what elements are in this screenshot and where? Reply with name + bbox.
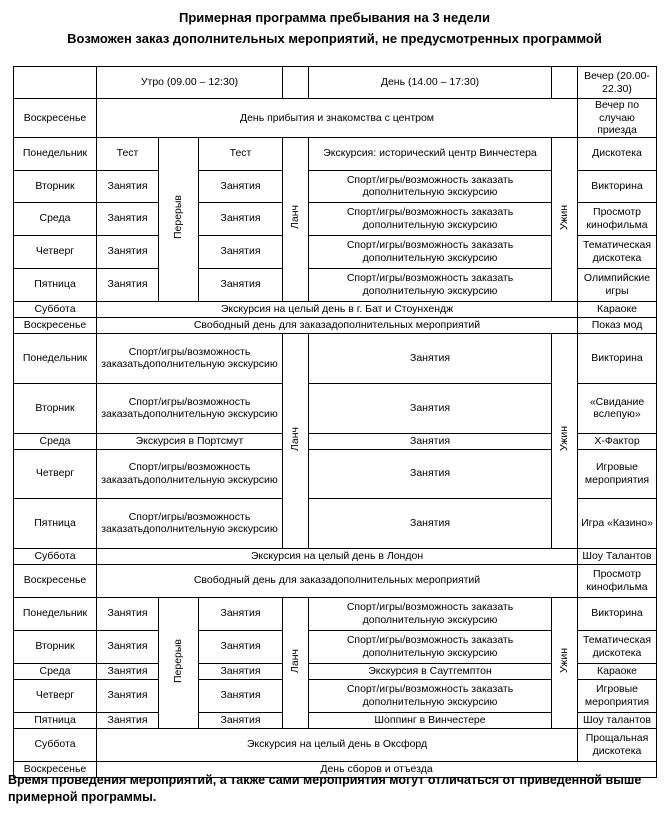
evening-activity: Х-Фактор [578,433,657,449]
morning-activity: Тест [97,137,159,170]
table-row [14,333,657,383]
morning-activity: Занятия [97,202,159,235]
morning-activity: Занятия [97,663,159,679]
morning-activity: Занятия [97,235,159,268]
page-title: Примерная программа пребывания на 3 недели [179,10,490,25]
morning-activity: Спорт/игры/возможность заказатьдополнительную экскурсию [97,498,283,548]
evening-activity: Караоке [578,301,657,317]
day-activity: Экскурсия на целый день в г. Бат и Стоунхендж [97,301,578,317]
table-row [14,137,657,170]
day-activity: День сборов и отъезда [97,761,657,777]
afternoon-activity: Спорт/игры/возможность заказать дополнительную экскурсию [309,597,552,630]
header-morning: Утро (09.00 – 12:30) [97,67,283,99]
afternoon-activity: Занятия [309,433,552,449]
table-row [14,317,657,333]
evening-activity: Вечер по случаю приезда [578,99,657,138]
evening-activity: Просмотр кинофильма [578,202,657,235]
header-empty-cell [14,67,97,99]
afternoon-activity: Спорт/игры/возможность заказать дополнительную экскурсию [309,679,552,712]
morning-activity: Занятия [199,597,283,630]
afternoon-activity: Спорт/игры/возможность заказать дополнительную экскурсию [309,268,552,301]
lunch-cell [283,137,309,301]
header-gap-cell [552,67,578,99]
day-label: Четверг [14,679,97,712]
day-label: Пятница [14,268,97,301]
afternoon-activity: Шоппинг в Винчестере [309,712,552,728]
lunch-label: Ланч [289,205,302,230]
afternoon-activity: Занятия [309,449,552,498]
afternoon-activity: Экскурсия: исторический центр Винчестера [309,137,552,170]
evening-activity: Викторина [578,597,657,630]
morning-activity: Занятия [97,597,159,630]
morning-activity: Занятия [199,235,283,268]
day-label: Суббота [14,301,97,317]
evening-activity: Прощальная дискотека [578,728,657,761]
table-row [14,564,657,597]
lunch-cell [283,597,309,728]
day-activity: Экскурсия на целый день в Лондон [97,548,578,564]
afternoon-activity: Спорт/игры/возможность заказать дополнительную экскурсию [309,630,552,663]
dinner-cell [552,137,578,301]
day-label: Вторник [14,383,97,433]
day-activity: Экскурсия на целый день в Оксфорд [97,728,578,761]
evening-activity: Караоке [578,663,657,679]
morning-activity: Занятия [199,630,283,663]
morning-activity: Экскурсия в Портсмут [97,433,283,449]
afternoon-activity: Экскурсия в Саутгемптон [309,663,552,679]
day-label: Воскресенье [14,99,97,138]
evening-activity: Олимпийские игры [578,268,657,301]
afternoon-activity: Занятия [309,498,552,548]
afternoon-activity: Спорт/игры/возможность заказать дополнительную экскурсию [309,170,552,202]
day-label: Воскресенье [14,761,97,777]
day-label: Суббота [14,548,97,564]
morning-activity: Тест [199,137,283,170]
evening-activity: Тематическая дискотека [578,235,657,268]
lunch-label: Ланч [289,426,302,451]
break-label: Перерыв [172,638,185,683]
morning-activity: Занятия [97,170,159,202]
day-label: Понедельник [14,137,97,170]
day-label: Воскресенье [14,317,97,333]
afternoon-activity: Спорт/игры/возможность заказать дополнительную экскурсию [309,202,552,235]
dinner-label: Ужин [558,204,571,230]
table-row [14,728,657,761]
evening-activity: Дискотека [578,137,657,170]
day-label: Вторник [14,630,97,663]
day-label: Понедельник [14,333,97,383]
evening-activity: Игра «Казино» [578,498,657,548]
evening-activity: Просмотр кинофильма [578,564,657,597]
day-activity: День прибытия и знакомства с центром [97,99,578,138]
table-row [14,99,657,138]
evening-activity: Викторина [578,333,657,383]
dinner-cell [552,597,578,728]
evening-activity: Игровые мероприятия [578,449,657,498]
morning-activity: Занятия [199,202,283,235]
morning-activity: Спорт/игры/возможность заказатьдополнительную экскурсию [97,449,283,498]
day-label: Среда [14,433,97,449]
morning-activity: Занятия [199,268,283,301]
morning-activity: Занятия [199,170,283,202]
morning-activity: Занятия [199,679,283,712]
evening-activity: Игровые мероприятия [578,679,657,712]
morning-activity: Занятия [97,712,159,728]
evening-activity: Шоу Талантов [578,548,657,564]
evening-activity: Тематическая дискотека [578,630,657,663]
day-activity: Свободный день для заказадополнительных мероприятий [97,564,578,597]
evening-activity: Показ мод [578,317,657,333]
header-evening: Вечер (20.00-22.30) [578,67,657,99]
dinner-label: Ужин [558,648,571,674]
header-gap-cell [283,67,309,99]
morning-activity: Занятия [199,712,283,728]
break-cell [159,137,199,301]
table-row [14,548,657,564]
day-label: Среда [14,202,97,235]
morning-activity: Спорт/игры/возможность заказатьдополнительную экскурсию [97,333,283,383]
afternoon-activity: Занятия [309,333,552,383]
footer-note: Время проведения мероприятий, а также сами мероприятия могут отличаться от приведенной выше примерной программы. [8,773,642,804]
evening-activity: Шоу талантов [578,712,657,728]
break-label: Перерыв [172,195,185,240]
break-cell [159,597,199,728]
day-activity: Свободный день для заказадополнительных мероприятий [97,317,578,333]
day-label: Воскресенье [14,564,97,597]
morning-activity: Занятия [97,679,159,712]
header-day: День (14.00 – 17:30) [309,67,552,99]
morning-activity: Занятия [199,663,283,679]
day-label: Суббота [14,728,97,761]
evening-activity: Викторина [578,170,657,202]
morning-activity: Занятия [97,630,159,663]
day-label: Пятница [14,498,97,548]
day-label: Пятница [14,712,97,728]
lunch-label: Ланч [289,648,302,673]
evening-activity: «Свидание вслепую» [578,383,657,433]
table-row [14,301,657,317]
day-label: Четверг [14,449,97,498]
morning-activity: Занятия [97,268,159,301]
dinner-cell [552,333,578,548]
afternoon-activity: Спорт/игры/возможность заказать дополнительную экскурсию [309,235,552,268]
header-row [14,67,657,99]
day-label: Понедельник [14,597,97,630]
day-label: Среда [14,663,97,679]
page-subtitle: Возможен заказ дополнительных мероприятий, не предусмотренных программой [67,31,602,46]
day-label: Вторник [14,170,97,202]
morning-activity: Спорт/игры/возможность заказатьдополнительную экскурсию [97,383,283,433]
lunch-cell [283,333,309,548]
schedule-table [13,66,657,778]
day-label: Четверг [14,235,97,268]
afternoon-activity: Занятия [309,383,552,433]
dinner-label: Ужин [558,426,571,452]
table-row [14,597,657,630]
